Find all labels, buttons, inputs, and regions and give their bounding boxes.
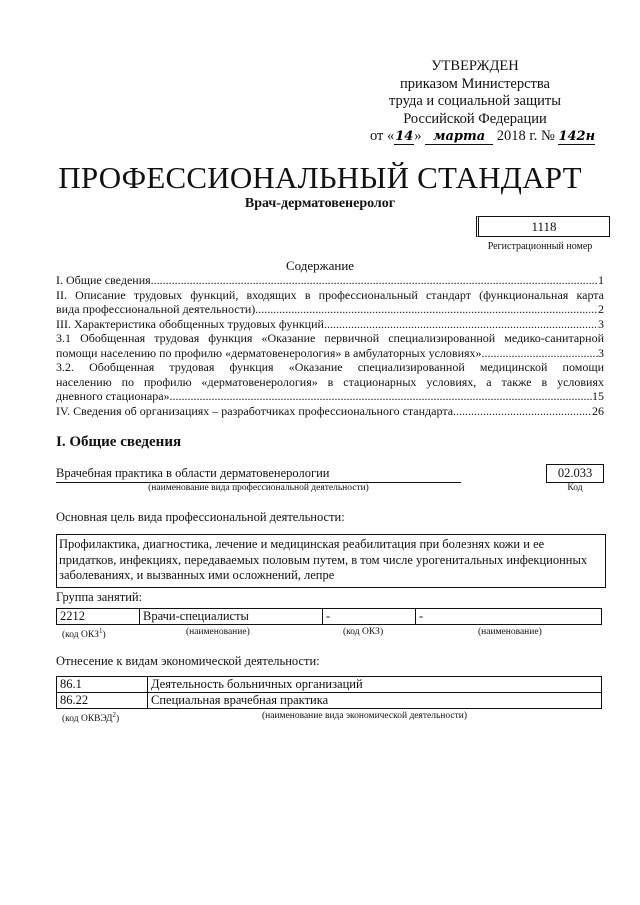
okved-code-cell: 86.22 — [57, 693, 148, 709]
toc-leader — [151, 273, 598, 288]
approval-line: Российской Федерации — [403, 110, 547, 127]
okz-code-caption: (код ОКЗ$^1$) — [62, 627, 106, 641]
goal-text-box: Профилактика, диагностика, лечение и медицинская реабилитация при болезнях кожи и ее придатков, инфекциях, передаваемых половым путем, в том числе урогенитальных инфекционных заболеваниях, и вызванных ими осложнений, лепре — [56, 534, 606, 588]
toc-page: 26 — [592, 403, 604, 418]
okved-name-cell: Специальная врачебная практика — [148, 693, 602, 709]
toc-item[interactable] — [56, 317, 604, 332]
okz-name-cell: - — [416, 609, 602, 625]
toc-item-text: дневного стационара» — [56, 389, 170, 403]
table-row — [57, 677, 602, 693]
document-subtitle: Врач-дерматовенеролог — [244, 196, 396, 211]
handwritten-number: 142н — [558, 129, 596, 144]
okz-name-cell: Врачи-специалисты — [140, 609, 323, 625]
registration-number-box: 1118 — [476, 216, 610, 237]
toc-item-text: вида профессиональной деятельности) — [56, 302, 256, 316]
okved-label: Отнесение к видам экономической деятельности: — [56, 654, 320, 668]
toc-item-text: II. Описание трудовых функций, входящих в профессиональный стандарт (функциональная карта — [56, 287, 604, 302]
occupation-group-table — [56, 608, 602, 625]
toc-item-text: IV. Сведения об организациях – разработчиках профессионального стандарта — [56, 403, 454, 418]
toc-item[interactable] — [56, 404, 604, 419]
toc-item-text: помощи населению по профилю «дерматовенерология» в амбулаторных условиях» — [56, 345, 482, 360]
toc-item[interactable] — [56, 360, 604, 404]
toc-page: 2 — [598, 302, 604, 316]
document-title: ПРОФЕССИОНАЛЬНЫЙ СТАНДАРТ — [58, 160, 582, 195]
table-of-contents — [56, 273, 604, 418]
registration-number-label: Регистрационный номер — [487, 241, 593, 252]
toc-leader — [482, 346, 598, 361]
toc-item-text: населению по профилю «дерматовенерология» в стационарных условиях, а также в условиях — [56, 374, 604, 389]
okved-name-cell: Деятельность больничных организаций — [148, 677, 602, 693]
toc-title: Содержание — [285, 258, 355, 273]
toc-item-text: III. Характеристика обобщенных трудовых функций — [56, 316, 324, 331]
okz-code-cell: - — [323, 609, 416, 625]
goal-label: Основная цель вида профессиональной деятельности: — [56, 510, 345, 524]
approval-date — [370, 128, 630, 145]
toc-leader — [255, 302, 598, 317]
okved-table — [56, 676, 602, 709]
occupation-group-label: Группа занятий: — [56, 590, 143, 604]
okz-code-caption-2: (код ОКЗ) — [343, 627, 384, 637]
date-prefix: от « — [370, 128, 395, 144]
toc-item-text: I. Общие сведения — [56, 273, 151, 287]
approval-block — [360, 58, 590, 128]
activity-code-caption: Код — [567, 483, 583, 493]
toc-page: 3 — [598, 345, 604, 360]
activity-kind-field: Врачебная практика в области дерматовенерологии — [56, 466, 461, 483]
table-row — [57, 693, 602, 709]
approval-line: УТВЕРЖДЕН — [431, 58, 519, 74]
handwritten-month: марта — [425, 129, 493, 145]
okz-name-caption: (наименование) — [186, 627, 250, 637]
activity-code-box: 02.033 — [546, 464, 604, 483]
toc-item-text: 3.2. Обобщенная трудовая функция «Оказание специализированной медицинской помощи — [56, 360, 604, 374]
toc-page: 1 — [598, 273, 604, 287]
toc-item-text: 3.1 Обобщенная трудовая функция «Оказание первичной специализированной медико-санитарной — [56, 331, 604, 345]
okz-code-cell: 2212 — [57, 609, 140, 625]
date-mid: » — [414, 128, 422, 144]
activity-kind-caption: (наименование вида профессиональной деятельности) — [148, 483, 369, 493]
okved-name-caption: (наименование вида экономической деятельности) — [262, 711, 467, 721]
approval-line: приказом Министерства — [400, 75, 550, 92]
okved-code-caption: (код ОКВЭД$^2$) — [62, 711, 120, 725]
okved-code-cell: 86.1 — [57, 677, 148, 693]
toc-page: 15 — [592, 389, 604, 403]
toc-item[interactable] — [56, 331, 604, 360]
toc-page: 3 — [598, 316, 604, 331]
date-year: 2018 г. № — [496, 128, 555, 144]
toc-item[interactable] — [56, 273, 604, 288]
section-heading: I. Общие сведения — [56, 434, 182, 450]
toc-item[interactable] — [56, 288, 604, 317]
approval-line: труда и социальной защиты — [389, 93, 561, 109]
okz-name-caption-2: (наименование) — [478, 627, 542, 637]
toc-leader — [324, 317, 598, 332]
toc-leader — [453, 404, 592, 419]
handwritten-day: 14 — [395, 129, 414, 144]
table-row — [57, 609, 602, 625]
toc-leader — [170, 389, 592, 404]
